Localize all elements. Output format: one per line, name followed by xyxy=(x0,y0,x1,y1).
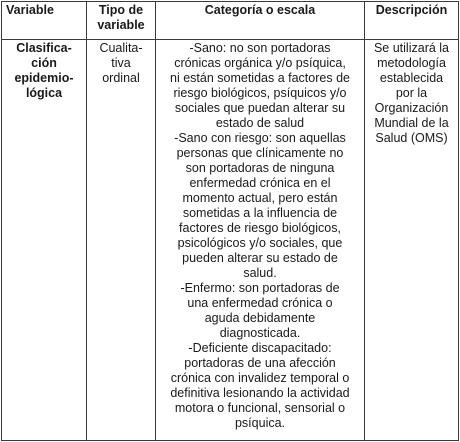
cell-line: riesgo biológicos, psíquicos y/o xyxy=(173,86,347,100)
cell-line: tiva xyxy=(111,56,131,70)
cell-line: diagnosticada. xyxy=(219,326,301,340)
cell-line: psíquica. xyxy=(234,416,286,430)
cell-line: personas que clínicamente no xyxy=(176,146,344,160)
cell-line: salud. xyxy=(243,266,277,280)
header-tipo-line: Tipo de xyxy=(98,3,144,17)
cell-line: factores de riesgo biológicos, xyxy=(179,221,341,235)
cell-line: portadoras de una afección xyxy=(184,356,336,370)
cell-line: por la xyxy=(395,86,428,100)
cell-line: crónicas orgánica y/o psíquica, xyxy=(174,56,346,70)
cell-line: momento actual, pero están xyxy=(182,191,338,205)
cell-categoria xyxy=(156,40,365,441)
cell-line: crónica con invalidez temporal o xyxy=(170,371,350,385)
cell-line: -Enfermo: son portadoras de xyxy=(180,281,340,295)
cell-line: enfermedad crónica en el xyxy=(189,176,331,190)
header-categoria: Categoría o escala xyxy=(156,2,365,40)
cell-line: psicológicos y/o sociales, que xyxy=(177,236,343,250)
cell-line: definitiva lesionando la actividad xyxy=(170,386,350,400)
cell-line: estado de salud xyxy=(215,116,305,130)
cell-line: -Deficiente discapacitado: xyxy=(188,341,332,355)
cell-line: son portadoras de ninguna xyxy=(185,161,335,175)
cell-line: establecida xyxy=(379,71,444,85)
cell-line: Cualita- xyxy=(99,41,143,55)
table-header-row xyxy=(2,2,459,40)
cell-line: metodología xyxy=(377,56,446,70)
cell-descripcion xyxy=(365,40,459,441)
cell-line: ni están sometidas a factores de xyxy=(170,71,350,85)
variables-table xyxy=(1,1,459,441)
cell-line: Se utilizará la xyxy=(373,41,450,55)
cell-line: pueden alterar su estado de xyxy=(182,251,338,265)
cell-line: epidemio- xyxy=(14,71,74,85)
header-variable: Variable xyxy=(2,2,87,40)
cell-line: Salud (OMS) xyxy=(375,131,448,145)
header-descripcion: Descripción xyxy=(365,2,459,40)
cell-line: sociales que puedan alterar su xyxy=(174,101,346,115)
header-tipo-de-variable xyxy=(87,2,156,40)
cell-line: Mundial de la xyxy=(374,116,449,130)
cell-variable xyxy=(2,40,87,441)
cell-tipo xyxy=(87,40,156,441)
cell-line: -Sano con riesgo: son aquellas xyxy=(174,131,346,145)
cell-line: ción xyxy=(31,56,57,70)
cell-line: aguda debidamente xyxy=(204,311,316,325)
cell-line: sometidas a la influencia de xyxy=(182,206,338,220)
cell-line: motora o funcional, sensorial o xyxy=(174,401,346,415)
table-row xyxy=(2,40,459,441)
cell-line: Clasifica- xyxy=(16,41,72,55)
cell-line: Organización xyxy=(374,101,449,115)
header-tipo-line: variable xyxy=(97,18,145,32)
cell-line: lógica xyxy=(25,86,63,100)
cell-line: una enfermedad crónica o xyxy=(187,296,333,310)
cell-line: ordinal xyxy=(102,71,140,85)
cell-line: -Sano: no son portadoras xyxy=(189,41,331,55)
